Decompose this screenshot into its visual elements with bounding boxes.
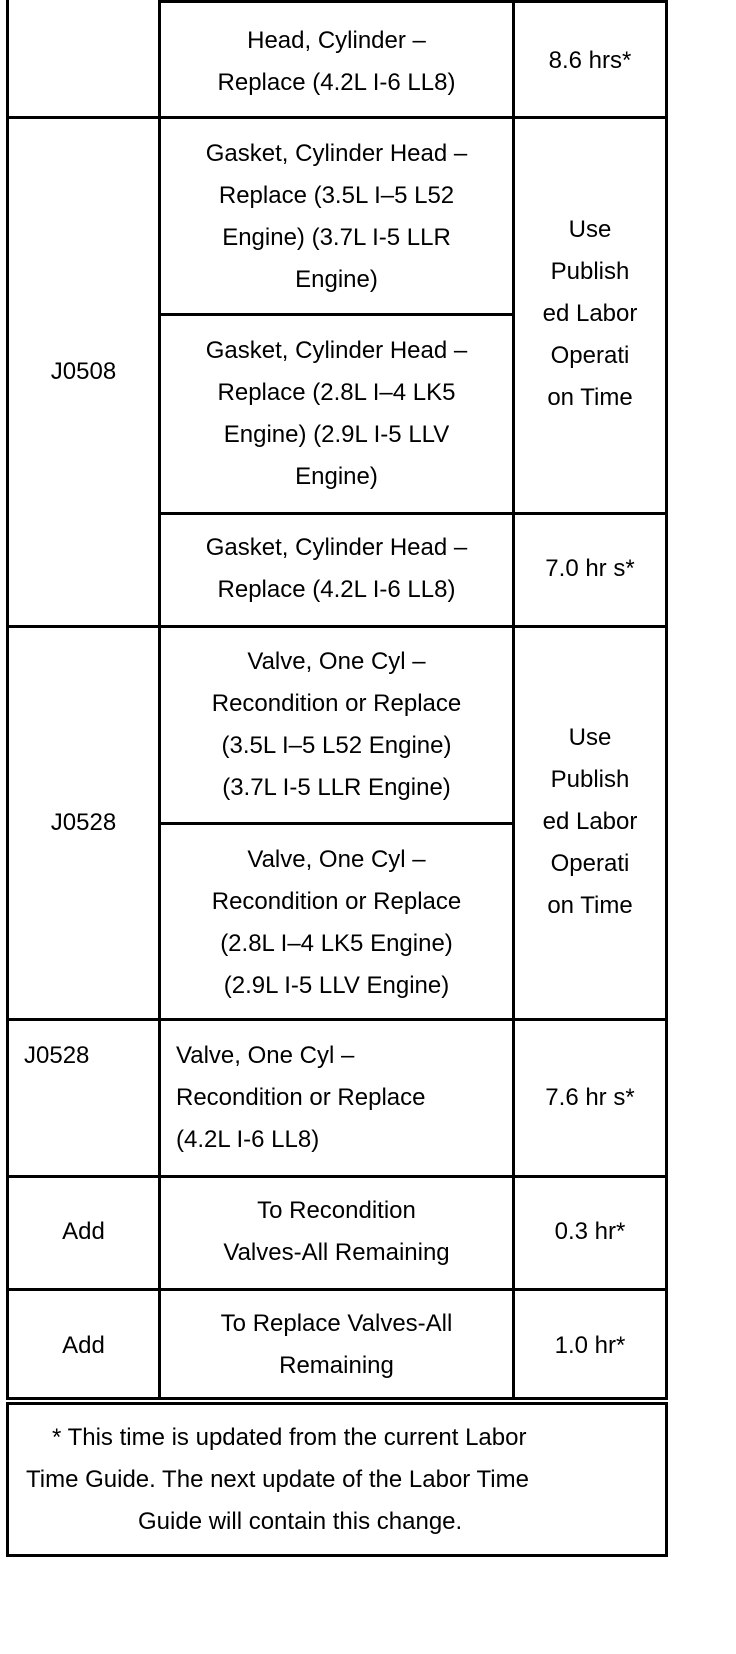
time-text: ed Labor [542,300,638,327]
footnote-line: Guide will contain this change. [138,1508,463,1535]
footnote-line: Time Guide. The next update of the Labor Time [26,1466,529,1493]
time-text: Operati [550,850,630,877]
operation-text: Remaining [279,1352,394,1379]
operation-text: Recondition or Replace [211,690,462,717]
operation-text: Recondition or Replace [211,888,462,915]
operation-text: (3.5L I–5 L52 Engine) [221,732,452,759]
operation-text: Engine) [295,266,378,293]
operation-text: Engine) (2.9L I-5 LLV [223,421,450,448]
operation-text: Replace (4.2L I-6 LL8) [217,576,456,603]
operation-text: (2.9L I-5 LLV Engine) [223,972,450,999]
code-text: Add [62,1332,105,1359]
operation-text: Valve, One Cyl – [247,846,426,873]
operation-text: Valve, One Cyl – [247,648,426,675]
time-text: on Time [547,384,633,411]
time-text: 0.3 hr* [554,1218,626,1245]
time-text: 7.0 hr s* [545,555,635,582]
operation-text: Recondition or Replace [176,1084,426,1111]
time-text: 8.6 hrs* [548,47,632,74]
operation-text: Engine) (3.7L I-5 LLR [222,224,451,251]
operation-text: Replace (2.8L I–4 LK5 [217,379,456,406]
operation-text: Engine) [295,463,378,490]
operation-text: Gasket, Cylinder Head – [205,534,468,561]
operation-text: Gasket, Cylinder Head – [205,337,468,364]
operation-text: (4.2L I-6 LL8) [176,1126,320,1153]
operation-text: Replace (4.2L I-6 LL8) [217,69,456,96]
time-text: on Time [547,892,633,919]
operation-text: (2.8L I–4 LK5 Engine) [220,930,453,957]
code-text: J0528 [50,809,117,836]
code-text: Add [62,1218,105,1245]
time-text: Publish [550,258,630,285]
operation-text: Valve, One Cyl – [176,1042,355,1069]
operation-text: (3.7L I-5 LLR Engine) [222,774,451,801]
time-text: Use [568,724,612,751]
time-text: 7.6 hr s* [545,1084,635,1111]
operation-text: Head, Cylinder – [247,27,426,54]
time-text: Operati [550,342,630,369]
operation-text: Replace (3.5L I–5 L52 [218,182,455,209]
operation-text: To Recondition [257,1197,416,1224]
operation-text: To Replace Valves-All [220,1310,453,1337]
time-text: Publish [550,766,630,793]
operation-text: Gasket, Cylinder Head – [205,140,468,167]
code-text: J0528 [24,1042,90,1069]
code-text: J0508 [50,358,117,385]
time-text: ed Labor [542,808,638,835]
time-text: Use [568,216,612,243]
time-text: 1.0 hr* [554,1332,626,1359]
footnote-line: * This time is updated from the current Labor [52,1424,527,1451]
operation-text: Valves-All Remaining [223,1239,450,1266]
